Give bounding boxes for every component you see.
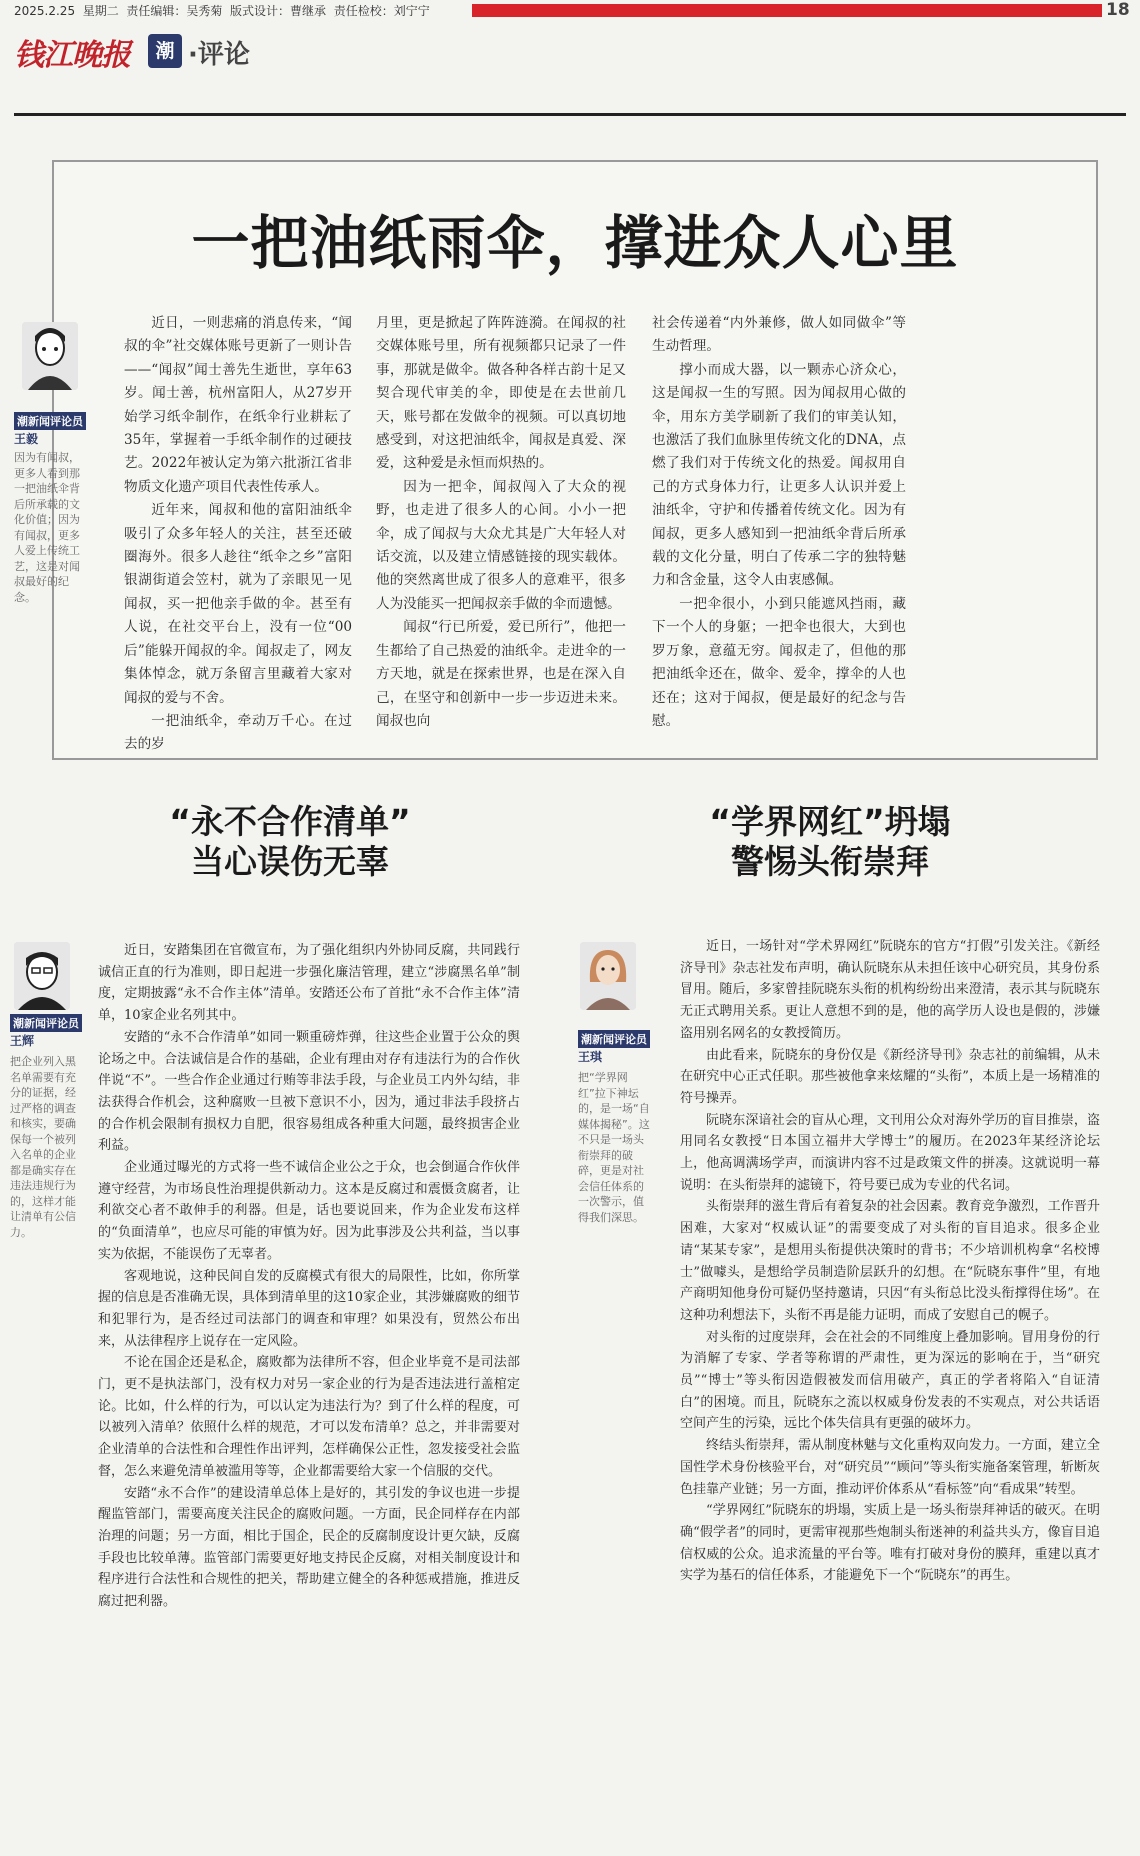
paragraph: 撑小而成大器，以一颗赤心济众心，这是闻叔一生的写照。因为闻叔用心做的伞，用东方美学刷新了我们的审美认知，也激活了我们血脉里传统文化的DNA，点燃了我们对于传统文化的热爱。闻叔用自己的方式身体力行，让更多人认识并爱上油纸伞，守护和传播着传统文化。因为有闻叔，更多人感知到一把油纸伞背后所承载的文化分量，明白了传承二字的独特魅力和含金量，这令人由衷感佩。 (652, 361, 906, 589)
paragraph: 客观地说，这种民间自发的反腐模式有很大的局限性，比如，你所掌握的信息是否准确无误，具体到清单里的这10家企业，其涉嫌腐败的细节和犯罪行为，是否经过司法部门的调查和审理？如果没有，贸然公布出来，从法律程序上说存在一定风险。 (98, 1268, 520, 1349)
author-blurb: 把“学界网红”拉下神坛的，是一场“自媒体揭秘”。这不只是一场头衔崇拜的破碎，更是对社会信任体系的一次警示，值得我们深思。 (578, 1071, 650, 1224)
newspaper-logo: 钱江晚报 (14, 38, 130, 73)
app-badge-icon: 潮 (148, 34, 182, 68)
proofreader-credit: 责任检校：刘宁宁 (333, 4, 430, 18)
paragraph: 安踏的“永不合作清单”如同一颗重磅炸弹，往这些企业置于公众的舆论场之中。合法诚信是合作的基础，企业有理由对存有违法行为的合作伙伴说“不”。一些合作企业通过行贿等非法手段，与企业员工内外勾结，非法获得合作机会，这种腐败一旦被下意识不小，因为，通过非法手段挤占的合作机会限制有损权力自肥，很容易组成各种重大问题，最终损害企业利益。 (98, 1029, 520, 1154)
right-article-headline (660, 802, 1000, 882)
author-tag: 潮新闻评论员 (14, 412, 86, 430)
author-tag: 潮新闻评论员 (10, 1014, 82, 1032)
paragraph: 近日，一场针对“学术界网红”阮晓东的官方“打假”引发关注。《新经济导刊》杂志社发布声明，确认阮晓东从未担任该中心研究员，其身份系冒用。随后，多家曾挂阮晓东头衔的机构纷纷出来澄清，表示其与阮晓东无正式聘用关系。更让人意想不到的是，他的高学历人设也是假的，涉嫌盗用别名网名的女教授简历。 (680, 939, 1100, 1041)
headline-line: 当心误伤无辜 (191, 842, 389, 881)
paragraph: 闻叔“行已所爱，爱已所行”，他把一生都给了自己热爱的油纸伞。走进伞的一方天地，就是在探索世界，也是在深入自己，在坚守和创新中一步一步迈进未来。闻叔也向 (376, 619, 626, 729)
feature-column-2 (376, 312, 626, 733)
issue-date: 2025.2.25 (14, 4, 76, 18)
paragraph: “学界网红”阮晓东的坍塌，实质上是一场头衔崇拜神话的破灭。在明确“假学者”的同时，更需审视那些炮制头衔迷神的利益共头方，像盲目追信权威的公众。追求流量的平台等。唯有打破对身份的膜拜，重建以真才实学为基石的信任体系，才能避免下一个“阮晓东”的再生。 (680, 1503, 1100, 1584)
author-name: 王琪 (578, 1050, 603, 1064)
author-blurb: 因为有闻叔，更多人看到那一把油纸伞背后所承载的文化价值；因为有闻叔，更多人爱上传统工艺，这是对闻叔最好的纪念。 (14, 451, 80, 604)
left-article-body (98, 940, 520, 1613)
author-portrait-icon (22, 322, 78, 390)
paragraph: 企业通过曝光的方式将一些不诚信企业公之于众，也会倒逼合作伙伴遵守经营，为市场良性治理提供新动力。这本是反腐过和震慑贪腐者，让利欲交心者不敢伸手的利器。但是，话也要说回来，作为企业发布这样的“负面清单”，也应尽可能的审慎为好。因为此事涉及公共利益，当以事实为依据，不能误伤了无辜者。 (98, 1160, 520, 1262)
headline-line: 警惕头衔崇拜 (731, 842, 929, 881)
paragraph: 近日，安踏集团在官微宣布，为了强化组织内外协同反腐，共同践行诚信正直的行为准则，即日起进一步强化廉洁管理，建立“涉腐黑名单”制度，定期披露“永不合作主体”清单。安踏还公布了首批“永不合作主体”清单，10家企业名列其中。 (98, 943, 520, 1024)
feature-headline: 一把油纸雨伞，撑进众人心里 (191, 209, 959, 277)
paragraph: 终结头衔崇拜，需从制度林魅与文化重构双向发力。一方面，建立全国性学术身份核验平台，对“研究员”“顾问”等头衔实施备案管理，斩断灰色挂靠产业链；另一方面，推动评价体系从“看标签”向“看成果”转型。 (680, 1438, 1100, 1497)
editor-credit: 责任编辑：吴秀菊 (126, 4, 223, 18)
paragraph: 对头衔的过度崇拜，会在社会的不同维度上叠加影响。冒用身份的行为消解了专家、学者等称谓的严肃性，更为深远的影响在于，当“研究员”“博士”等头衔因造假被发而信用破产，真正的学者将陷入“自证清白”的困境。而且，阮晓东之流以权威身份发表的不实观点，对公共话语空间产生的污染，远比个体失信具有更强的破坏力。 (680, 1329, 1100, 1432)
right-article-body (680, 936, 1100, 1587)
avatar (22, 322, 78, 390)
paragraph: 社会传递着“内外兼修，做人如同做伞”等生动哲理。 (652, 315, 906, 355)
header-divider (14, 113, 1126, 116)
avatar (580, 942, 636, 1010)
paragraph: 由此看来，阮晓东的身份仅是《新经济导刊》杂志社的前编辑，从未在研究中心正式任职。那些被他拿来炫耀的“头衔”，本质上是一场精准的符号操弄。 (680, 1047, 1100, 1106)
author-portrait-icon (14, 942, 70, 1010)
left-article-headline (120, 802, 460, 882)
issue-info (14, 2, 430, 19)
author-name: 王毅 (14, 432, 39, 446)
paragraph: 因为一把伞，闻叔闯入了大众的视野，也走进了很多人的心间。小小一把伞，成了闻叔与大众尤其是广大年轻人对话交流，以及建立情感链接的现实载体。他的突然离世成了很多人的意难平，很多人为没能买一把闻叔亲手做的伞而遗憾。 (376, 478, 626, 612)
paragraph: 安踏“永不合作”的建设清单总体上是好的，其引发的争议也进一步提醒监管部门，需要高度关注民企的腐败问题。一方面，民企同样存在内部治理的问题；另一方面，相比于国企，民企的反腐制度设计更欠缺，反腐手段也比较单薄。监管部门需要更好地支持民企反腐，对相关制度设计和程序进行合法性和合规性的把关，帮助建立健全的各种惩戒措施，推进反腐过把利器。 (98, 1485, 520, 1610)
header-color-bar (472, 4, 1102, 17)
author-name: 王辉 (10, 1034, 35, 1048)
designer-credit: 版式设计：曹继承 (230, 4, 327, 18)
paragraph: 一把伞很小，小到只能遮风挡雨，藏下一个人的身躯；一把伞也很大，大到也罗万象，意蕴无穷。闻叔走了，但他的那把油纸伞还在，做伞、爱伞，撑伞的人也还在；这对于闻叔，便是最好的纪念与告慰。 (652, 595, 906, 729)
paragraph: 头衔崇拜的滋生背后有着复杂的社会因素。教育竞争激烈，工作晋升困难，大家对“权威认证”的需要变成了对头衔的盲目追求。很多企业请“某某专家”，是想用头衔提供决策时的背书；不少培训机构拿“名校博士”做噱头，是想给学员制造阶层跃升的幻想。在“阮晓东事件”里，有地产商明知他身份可疑仍坚持邀请，只因“有头衔总比没头衔撑得住场”。在这种功利想法下，头衔不再是能力证明，而成了安慰自己的幌子。 (680, 1199, 1100, 1323)
author-portrait-icon (580, 942, 636, 1010)
paragraph: 近年来，闻叔和他的富阳油纸伞吸引了众多年轻人的关注，甚至还破圈海外。很多人趁往“纸伞之乡”富阳银湖街道会笠村，就为了亲眼见一见闻叔，买一把他亲手做的伞。甚至有人说，在社交平台上，没有一位“00后”能躲开闻叔的伞。闻叔走了，网友集体悼念，就万条留言里藏着大家对闻叔的爱与不舍。 (124, 502, 352, 706)
section-title: ·评论 (188, 40, 250, 70)
page-number: 18 (1106, 0, 1130, 20)
paragraph: 不论在国企还是私企，腐败都为法律所不容，但企业毕竟不是司法部门，更不是执法部门，没有权力对另一家企业的行为是否违法进行盖棺定论。比如，什么样的行为，可以认定为违法行为？到了什么样的程度，可以被列入清单？依照什么样的规范，才可以发布清单？总之，并非需要对企业清单的合法性和合理性作出评判，怎样确保公正性，忽发接受社会监督，怎么来避免清单被滥用等等，企业都需要给大家一个信服的交代。 (98, 1355, 520, 1479)
headline-line: “永不合作清单” (169, 802, 411, 841)
author-tag: 潮新闻评论员 (578, 1030, 650, 1048)
paragraph: 月里，更是掀起了阵阵涟漪。在闻叔的社交媒体账号里，所有视频都只记录了一件事，那就是做伞。做各种各样古韵十足又契合现代审美的伞，即使是在去世前几天，账号都在发做伞的视频。可以真切地感受到，对这把油纸伞，闻叔是真爱、深爱，这种爱是永恒而炽热的。 (376, 315, 626, 472)
feature-column-3 (652, 312, 906, 733)
paragraph: 阮晓东深谙社会的盲从心理，文刊用公众对海外学历的盲目推崇，盗用同名女教授“日本国立福井大学博士”的履历。在2023年某经济论坛上，他高调满场学声，而演讲内容不过是政策文件的拼凑。这就说明一幕说明：在头衔崇拜的滤镜下，符号要已成为专业的代名词。 (680, 1112, 1100, 1193)
paragraph: 一把油纸伞，牵动万千心。在过去的岁 (124, 712, 352, 753)
feature-column-1 (124, 312, 352, 757)
paragraph: 近日，一则悲痛的消息传来，“闻叔的伞”社交媒体账号更新了一则讣告——“闻叔”闻士善先生逝世，享年63岁。闻士善，杭州富阳人，从27岁开始学习纸伞制作，在纸伞行业耕耘了35年，掌握着一手纸伞制作的过硬技艺。2022年被认定为第六批浙江省非物质文化遗产项目代表性传承人。 (124, 315, 352, 495)
avatar (14, 942, 70, 1010)
author-blurb: 把企业列入黑名单需要有充分的证据，经过严格的调查和核实，要确保每一个被列入名单的企业都是确实存在违法违规行为的，这样才能让清单有公信力。 (10, 1055, 76, 1239)
issue-weekday: 星期二 (82, 4, 119, 18)
headline-line: “学界网红”坍塌 (709, 802, 951, 841)
